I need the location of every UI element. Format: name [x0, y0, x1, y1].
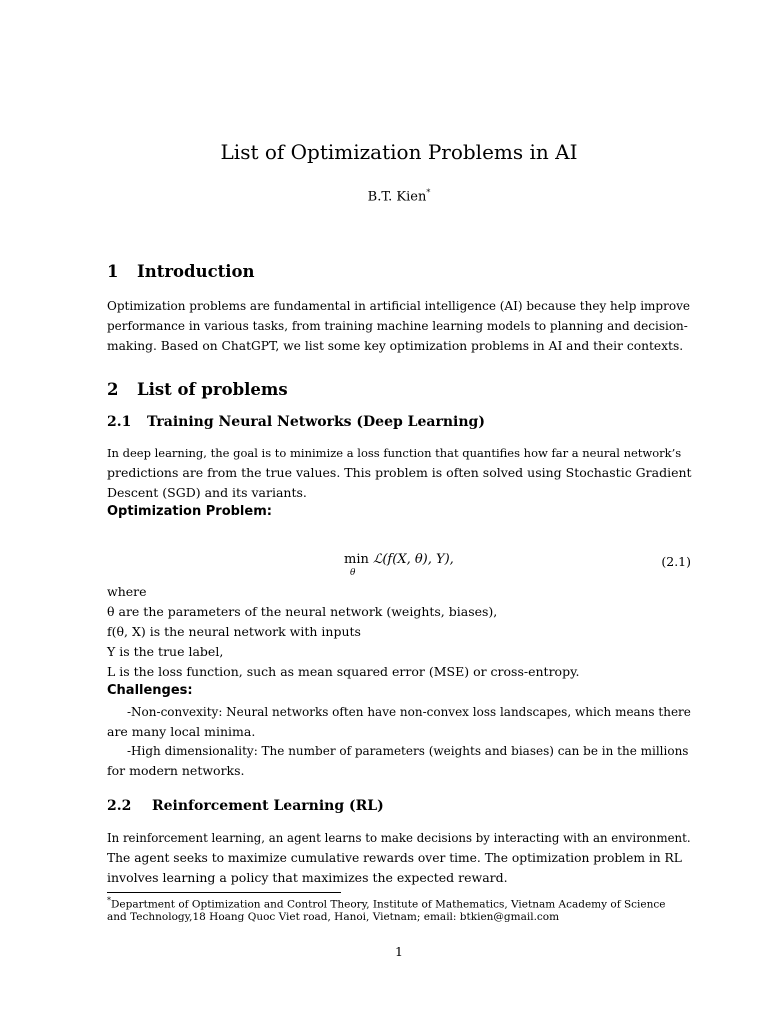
equation-min-subscript: θ	[350, 568, 356, 578]
subsection-2-1-heading	[107, 414, 485, 430]
section-2-title: List of problems	[137, 380, 288, 399]
footnote-text-1: Department of Optimization and Control Theory, Institute of Mathematics, Vietnam Academy of Science	[111, 898, 666, 911]
challenge-1-line-2: are many local minima.	[107, 724, 256, 739]
equation-body: ℒ(f(X, θ), Y),	[373, 552, 454, 567]
author-name: B.T. Kien	[367, 189, 427, 205]
section-1-title: Introduction	[137, 262, 255, 281]
footnote-mark: *	[107, 896, 111, 905]
rl-line-1: In reinforcement learning, an agent learns to make decisions by interacting with an environment.	[107, 831, 691, 845]
paper-title: List of Optimization Problems in AI	[220, 140, 578, 164]
challenge-2-line-2: for modern networks.	[107, 763, 245, 778]
subsection-2-2-heading	[107, 798, 384, 814]
intro-line-3: making. Based on ChatGPT, we list some key optimization problems in AI and their contexts.	[107, 339, 684, 353]
equation-2-1	[344, 552, 454, 578]
author-footnote-mark[interactable]: *	[426, 188, 431, 197]
challenge-2-line-1: -High dimensionality: The number of parameters (weights and biases) can be in the millions	[127, 744, 689, 758]
dl-line-3: Descent (SGD) and its variants.	[107, 485, 307, 500]
equation-number: (2.1)	[661, 554, 691, 569]
section-1-heading	[107, 262, 255, 281]
subsection-2-1-number: 2.1	[107, 414, 132, 430]
intro-line-2: performance in various tasks, from training machine learning models to planning and decision-	[107, 319, 688, 333]
challenges-label: Challenges:	[107, 683, 193, 698]
section-2-heading	[107, 380, 288, 399]
dl-line-2: predictions are from the true values. This problem is often solved using Stochastic Gradient	[107, 465, 692, 480]
page-number: 1	[395, 944, 403, 959]
section-1-number: 1	[107, 262, 119, 281]
subsection-2-1-title: Training Neural Networks (Deep Learning)	[147, 414, 485, 430]
def-y: Y is the true label,	[107, 644, 224, 659]
section-2-number: 2	[107, 380, 119, 399]
dl-line-1: In deep learning, the goal is to minimize a loss function that quantifies how far a neural network’s	[107, 446, 682, 460]
def-l: L is the loss function, such as mean squared error (MSE) or cross-entropy.	[107, 664, 580, 679]
where-text: where	[107, 584, 147, 599]
intro-line-1: Optimization problems are fundamental in artificial intelligence (AI) because they help improve	[107, 299, 690, 313]
subsection-2-2-number: 2.2	[107, 798, 132, 814]
subsection-2-2-title: Reinforcement Learning (RL)	[152, 798, 384, 814]
challenge-1-line-1: -Non-convexity: Neural networks often have non-convex loss landscapes, which means there	[127, 705, 691, 719]
def-theta: θ are the parameters of the neural network (weights, biases),	[107, 604, 498, 619]
author-line	[0, 188, 768, 204]
equation-min-operator	[344, 552, 369, 578]
def-f: f(θ, X) is the neural network with inputs	[107, 624, 361, 639]
rl-line-3: involves learning a policy that maximizes the expected reward.	[107, 870, 508, 885]
equation-min-text: min	[344, 552, 369, 567]
footnote-line-2: and Technology,18 Hoang Quoc Viet road, Hanoi, Vietnam; email: btkien@gmail.com	[107, 911, 560, 923]
optimization-problem-label: Optimization Problem:	[107, 504, 272, 519]
rl-line-2: The agent seeks to maximize cumulative rewards over time. The optimization problem in RL	[107, 851, 682, 865]
